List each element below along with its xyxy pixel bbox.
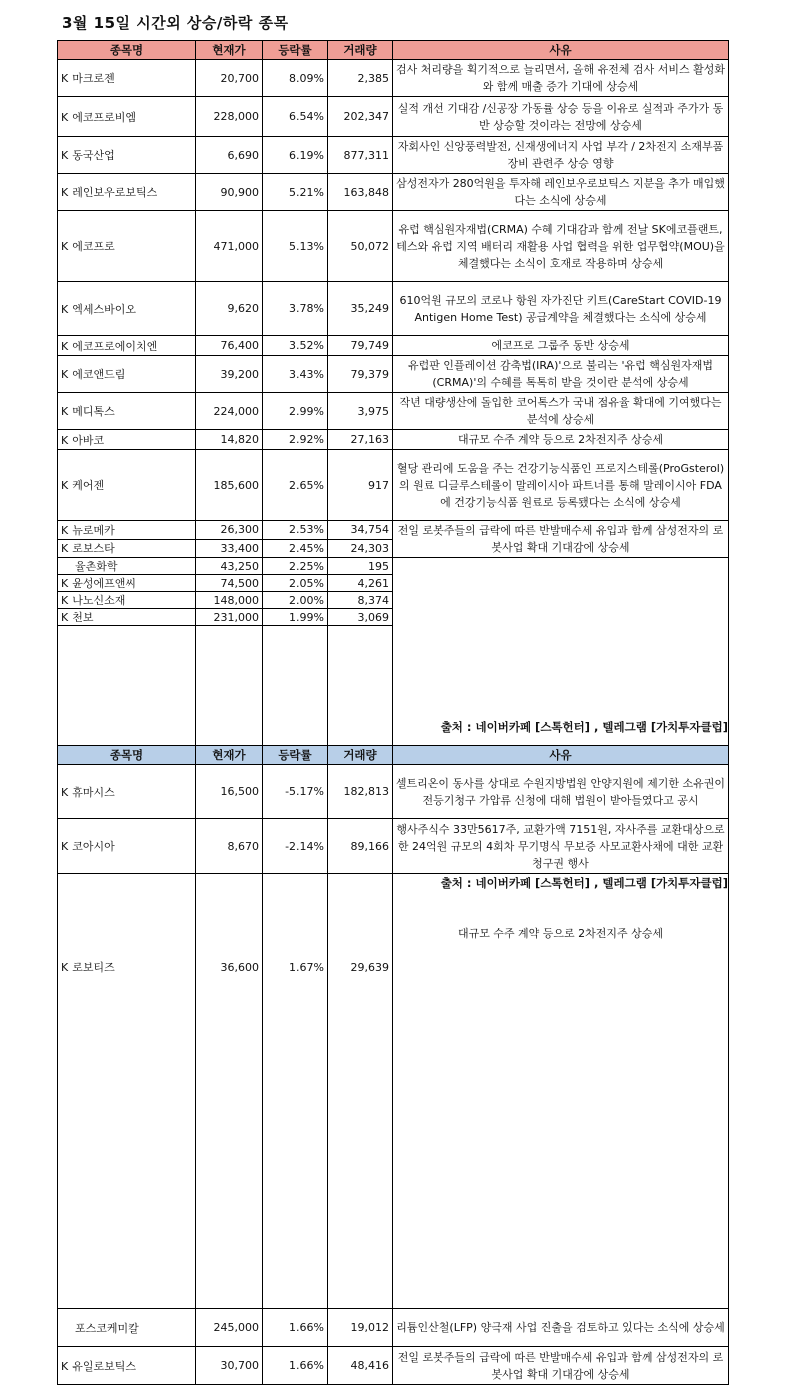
reason-cell: 대규모 수주 계약 등으로 2차전지주 상승세 [393, 558, 729, 1309]
fall-header-row [58, 746, 729, 765]
rise-header-row [58, 41, 729, 60]
price-cell: 228,000 [196, 97, 263, 137]
stock-name-cell [58, 1309, 196, 1347]
volume-cell: 2,385 [328, 60, 393, 97]
reason-cell: 대규모 수주 계약 등으로 2차전지주 상승세 [393, 430, 729, 450]
table-row [58, 97, 729, 137]
stock-name-cell [58, 60, 196, 97]
stock-name: 케어젠 [72, 479, 105, 492]
market-mark: K [61, 302, 69, 316]
market-mark: K [61, 110, 69, 124]
volume-cell: 29,639 [328, 626, 393, 1309]
market-mark: K [61, 368, 69, 381]
market-mark: K [61, 240, 69, 253]
rate-cell: 5.13% [263, 211, 328, 282]
reason-cell: 실적 개선 기대감 /신공장 가동률 상승 등을 이유로 실적과 주가가 동반 상승할 것이라는 전망에 상승세 [393, 97, 729, 137]
stock-name: 메디톡스 [72, 405, 115, 418]
stock-name-cell [58, 819, 196, 874]
stock-name-cell [58, 592, 196, 609]
stock-name: 로보스타 [72, 542, 115, 556]
price-cell: 76,400 [196, 336, 263, 356]
volume-cell: 79,749 [328, 336, 393, 356]
market-mark: K [61, 72, 69, 85]
price-cell: 231,000 [196, 609, 263, 626]
reason-cell: 혈당 관리에 도움을 주는 건강기능식품인 프로지스테롤(ProGsterol)의 원료 디글루스테롤이 말레이시아 파트너를 통해 말레이시아 FDA에 건강기능식품 원료로 등록됐다는 소식에 상승세 [393, 450, 729, 521]
market-mark: K [61, 523, 69, 537]
volume-cell: 19,012 [328, 1309, 393, 1347]
stock-name: 유일로보틱스 [72, 1359, 136, 1373]
reason-cell: 전일 로봇주들의 급락에 따른 반발매수세 유입과 함께 삼성전자의 로봇사업 확대 기대감에 상승세 [393, 521, 729, 558]
reason-cell: 자회사인 신앙풍력발전, 신재생에너지 사업 부각 / 2차전지 소재부품장비 관련주 상승 영향 [393, 137, 729, 174]
price-cell: 185,600 [196, 450, 263, 521]
stock-name-cell [58, 765, 196, 819]
market-mark: K [61, 961, 69, 974]
volume-cell: 195 [328, 558, 393, 575]
rate-cell: -2.14% [263, 819, 328, 874]
price-cell: 74,500 [196, 575, 263, 592]
rate-cell: 2.25% [263, 558, 328, 575]
price-cell: 471,000 [196, 211, 263, 282]
stock-name: 나노신소재 [72, 594, 126, 607]
table-row [58, 174, 729, 211]
col-header-volume: 거래량 [328, 746, 393, 765]
rate-cell: 2.45% [263, 539, 328, 558]
market-mark: K [61, 405, 69, 418]
market-mark: K [61, 611, 69, 624]
market-mark: K [61, 479, 69, 492]
stock-name: 포스코케미칼 [75, 1321, 139, 1335]
reason-cell: 유럽판 인플레이션 감축법(IRA)'으로 불리는 '유럽 핵심원자재법(CRMA)'의 수혜를 톡톡히 받을 것이란 분석에 상승세 [393, 356, 729, 393]
price-cell: 36,600 [196, 626, 263, 1309]
reason-cell: 유럽 핵심원자재법(CRMA) 수혜 기대감과 함께 전날 SK에코플랜트, 테스와 유럽 지역 배터리 재활용 사업 협력을 위한 업무협약(MOU)을 체결했다는 소식이 호재로 작용하며 상승세 [393, 211, 729, 282]
rate-cell: 3.78% [263, 282, 328, 336]
price-cell: 26,300 [196, 521, 263, 540]
stock-name: 동국산업 [72, 149, 115, 162]
volume-cell: 3,069 [328, 609, 393, 626]
table-row [58, 60, 729, 97]
col-header-name: 종목명 [58, 41, 196, 60]
stock-name: 휴마시스 [72, 785, 115, 799]
reason-cell: 전일 로봇주들의 급락에 따른 반발매수세 유입과 함께 삼성전자의 로봇사업 확대 기대감에 상승세 [393, 1347, 729, 1385]
rate-cell: 6.54% [263, 97, 328, 137]
stock-name-cell [58, 450, 196, 521]
market-mark: K [61, 339, 69, 353]
source-note: 출처 : 네이버카페 [스톡헌터] , 텔레그램 [가치투자클럽] [440, 720, 728, 734]
price-cell: 20,700 [196, 60, 263, 97]
stock-name: 로보티즈 [72, 961, 115, 974]
rate-cell: 6.19% [263, 137, 328, 174]
volume-cell: 48,416 [328, 1347, 393, 1385]
market-mark: K [61, 785, 69, 799]
reason-cell: 셀트리온이 동사를 상대로 수원지방법원 안양지원에 제기한 소유권이전등기청구 가압류 신청에 대해 법원이 받아들였다고 공시 [393, 765, 729, 819]
table-row [58, 137, 729, 174]
price-cell: 9,620 [196, 282, 263, 336]
reason-cell: 검사 처리량을 획기적으로 늘리면서, 올해 유전체 검사 서비스 활성화와 함께 매출 증가 기대에 상승세 [393, 60, 729, 97]
stock-name-cell [58, 575, 196, 592]
stock-name: 에코프로비엠 [72, 110, 136, 124]
market-mark: K [61, 840, 69, 853]
reason-cell: 삼성전자가 280억원을 투자해 레인보우로보틱스 지분을 추가 매입했다는 소식에 상승세 [393, 174, 729, 211]
stock-name: 마크로젠 [72, 72, 115, 85]
stock-name-cell [58, 539, 196, 558]
market-mark: K [61, 594, 69, 607]
table-row [58, 430, 729, 450]
col-header-volume: 거래량 [328, 41, 393, 60]
stock-name: 뉴로메카 [72, 523, 115, 537]
stock-name-cell [58, 137, 196, 174]
table-row [58, 765, 729, 819]
rate-cell: 2.65% [263, 450, 328, 521]
market-mark: K [61, 542, 69, 556]
price-cell: 14,820 [196, 430, 263, 450]
stock-name: 윤성에프앤씨 [72, 577, 136, 590]
market-mark: K [61, 186, 69, 199]
price-cell: 16,500 [196, 765, 263, 819]
volume-cell: 182,813 [328, 765, 393, 819]
col-header-rate: 등락률 [263, 41, 328, 60]
stock-name-cell [58, 521, 196, 540]
table-row [58, 336, 729, 356]
rise-table [57, 40, 729, 1385]
stock-name: 레인보우로보틱스 [72, 186, 158, 199]
page-title: 3월 15일 시간외 상승/하락 종목 [62, 14, 289, 32]
rate-cell: 1.66% [263, 1309, 328, 1347]
price-cell: 245,000 [196, 1309, 263, 1347]
rate-cell: 2.92% [263, 430, 328, 450]
price-cell: 90,900 [196, 174, 263, 211]
stock-name-cell [58, 211, 196, 282]
rate-cell: 2.00% [263, 592, 328, 609]
fall-table-body [58, 765, 729, 874]
reason-cell: 행사주식수 33만5617주, 교환가액 7151원, 자사주를 교환대상으로 한 24억원 규모의 4회차 무기명식 무보증 사모교환사채에 대한 교환청구권 행사 [393, 819, 729, 874]
price-cell: 39,200 [196, 356, 263, 393]
volume-cell: 8,374 [328, 592, 393, 609]
table-row [58, 450, 729, 521]
reason-cell: 610억원 규모의 코로나 항원 자가진단 키트(CareStart COVID-19 Antigen Home Test) 공급계약을 체결했다는 소식에 상승세 [393, 282, 729, 336]
volume-cell: 202,347 [328, 97, 393, 137]
table-row [58, 211, 729, 282]
stock-name-cell [58, 174, 196, 211]
volume-cell: 917 [328, 450, 393, 521]
table-row [58, 521, 729, 540]
volume-cell: 163,848 [328, 174, 393, 211]
volume-cell: 34,754 [328, 521, 393, 540]
rate-cell: 8.09% [263, 60, 328, 97]
stock-name: 에코앤드림 [72, 368, 126, 381]
price-cell: 8,670 [196, 819, 263, 874]
volume-cell: 4,261 [328, 575, 393, 592]
rate-cell: 1.67% [263, 626, 328, 1309]
stock-name-cell [58, 97, 196, 137]
reason-cell: 에코프로 그룹주 동반 상승세 [393, 336, 729, 356]
table-row [58, 1309, 729, 1347]
table-row [58, 356, 729, 393]
source-note: 출처 : 네이버카페 [스톡헌터] , 텔레그램 [가치투자클럽] [440, 876, 728, 890]
price-cell: 33,400 [196, 539, 263, 558]
table-row [58, 393, 729, 430]
table-row [58, 558, 729, 575]
reason-cell: 작년 대량생산에 돌입한 코어톡스가 국내 점유율 확대에 기여했다는 분석에 상승세 [393, 393, 729, 430]
market-mark: K [61, 577, 69, 590]
stock-name: 율촌화학 [75, 560, 118, 573]
volume-cell: 89,166 [328, 819, 393, 874]
stock-name: 코아시아 [72, 840, 115, 853]
rate-cell: 3.43% [263, 356, 328, 393]
volume-cell: 877,311 [328, 137, 393, 174]
stock-name-cell [58, 356, 196, 393]
rate-cell: 2.99% [263, 393, 328, 430]
volume-cell: 35,249 [328, 282, 393, 336]
stock-name-cell [58, 1347, 196, 1385]
rate-cell: -5.17% [263, 765, 328, 819]
market-mark: K [61, 149, 69, 162]
price-cell: 43,250 [196, 558, 263, 575]
rate-cell: 2.05% [263, 575, 328, 592]
table-row [58, 1347, 729, 1385]
rate-cell: 2.53% [263, 521, 328, 540]
volume-cell: 3,975 [328, 393, 393, 430]
col-header-name: 종목명 [58, 746, 196, 765]
stock-name-cell [58, 336, 196, 356]
volume-cell: 27,163 [328, 430, 393, 450]
market-mark: K [61, 1359, 69, 1373]
table-row [58, 282, 729, 336]
rate-cell: 1.66% [263, 1347, 328, 1385]
stock-name-cell [58, 282, 196, 336]
stock-name: 에코프로에이치엔 [72, 339, 158, 353]
stock-name-cell [58, 430, 196, 450]
volume-cell: 24,303 [328, 539, 393, 558]
stock-name-cell [58, 626, 196, 1309]
fall-table [57, 745, 729, 874]
price-cell: 30,700 [196, 1347, 263, 1385]
stock-name: 천보 [72, 611, 94, 624]
table-row [58, 819, 729, 874]
stock-name: 아바코 [72, 433, 105, 447]
price-cell: 6,690 [196, 137, 263, 174]
rate-cell: 5.21% [263, 174, 328, 211]
col-header-reason: 사유 [393, 746, 729, 765]
col-header-reason: 사유 [393, 41, 729, 60]
col-header-rate: 등락률 [263, 746, 328, 765]
price-cell: 148,000 [196, 592, 263, 609]
price-cell: 224,000 [196, 393, 263, 430]
reason-cell: 리튬인산철(LFP) 양극재 사업 진출을 검토하고 있다는 소식에 상승세 [393, 1309, 729, 1347]
col-header-price: 현재가 [196, 41, 263, 60]
stock-name-cell [58, 558, 196, 575]
stock-name: 엑세스바이오 [72, 302, 136, 316]
col-header-price: 현재가 [196, 746, 263, 765]
volume-cell: 79,379 [328, 356, 393, 393]
rate-cell: 1.99% [263, 609, 328, 626]
volume-cell: 50,072 [328, 211, 393, 282]
market-mark: K [61, 433, 69, 447]
stock-name: 에코프로 [72, 240, 115, 253]
rate-cell: 3.52% [263, 336, 328, 356]
stock-name-cell [58, 393, 196, 430]
stock-name-cell [58, 609, 196, 626]
